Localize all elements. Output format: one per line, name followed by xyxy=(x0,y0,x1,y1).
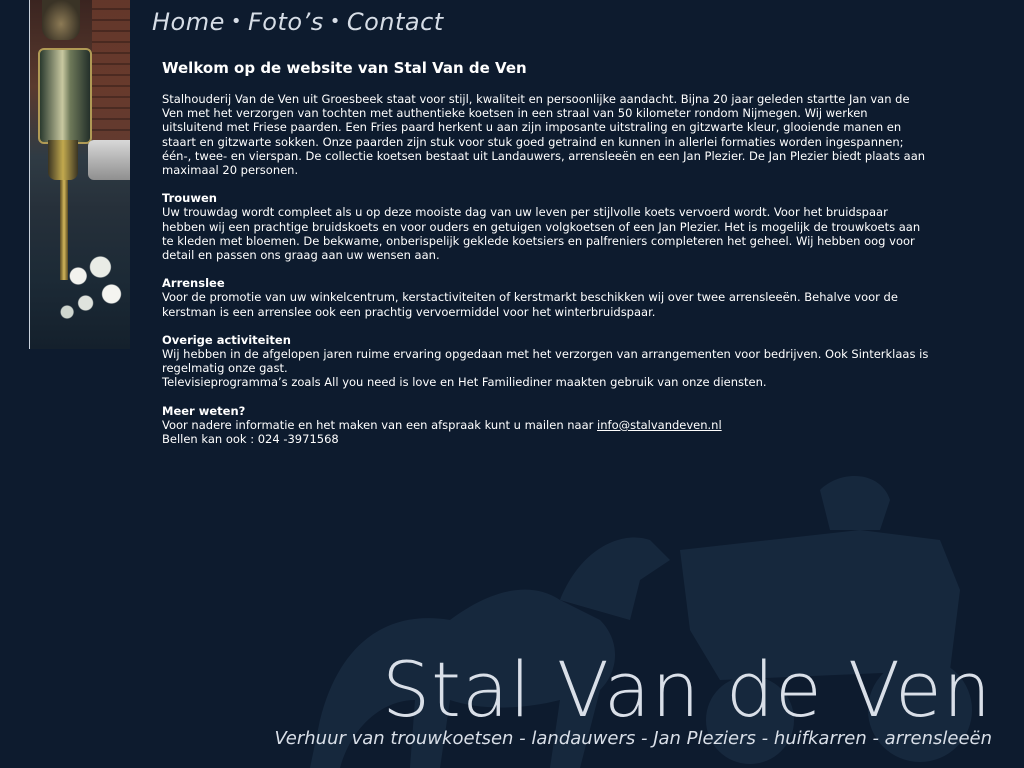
nav-home-link[interactable]: Home xyxy=(152,8,225,36)
brand-block xyxy=(274,645,992,749)
brick-wall-detail xyxy=(92,0,130,140)
arrenslee-text: Voor de promotie van uw winkelcentrum, kerstactiviteiten of kerstmarkt beschikken wij over twee arrensleeën. Behalve voor de kerstman is een arrenslee ook een prachtig vervoermiddel voor het winterbruidspaar. xyxy=(162,290,898,319)
carriage-seat xyxy=(88,140,130,180)
lantern-top xyxy=(42,0,80,40)
meer-title: Meer weten? xyxy=(162,403,246,418)
phone-text: Bellen kan ook : 024 -3971568 xyxy=(162,432,339,447)
nav-fotos-link[interactable]: Foto’s xyxy=(248,8,324,36)
overige-text-1: Wij hebben in de afgelopen jaren ruime ervaring opgedaan met het verzorgen van arrangementen voor bedrijven. Ook Sinterklaas is regelmatig onze gast. xyxy=(162,347,929,376)
lantern-glass xyxy=(38,48,92,144)
trouwen-text: Uw trouwdag wordt compleet als u op deze mooiste dag van uw leven per stijlvolle koets vervoerd wordt. Voor het bruidspaar hebben wij een prachtige bruidskoets en voor ouders en getuigen volgkoetsen of een Jan Plezier. Het is mogelijk de trouwkoets aan te kleden met bloemen. De bekwame, onberispelijk geklede koetsiers en palfreniers completeren het geheel. Wij hebben oog voor detail en passen ons graag aan uw wensen aan. xyxy=(162,205,921,263)
arrenslee-section xyxy=(162,276,932,319)
nav-separator: • xyxy=(230,11,242,32)
trouwen-title: Trouwen xyxy=(162,191,217,206)
main-nav xyxy=(152,8,444,36)
overige-section xyxy=(162,333,932,390)
brand-tagline: Verhuur van trouwkoetsen - landauwers - Jan Pleziers - huifkarren - arrensleeën xyxy=(274,728,992,749)
intro-paragraph: Stalhouderij Van de Ven uit Groesbeek staat voor stijl, kwaliteit en persoonlijke aandacht. Bijna 20 jaar geleden startte Jan van de Ven met het verzorgen van tochten met authentieke koetsen in een straal van 50 kilometer rondom Nijmegen. Wij werken uitsluitend met Friese paarden. Een Fries paard herkent u aan zijn imposante uitstraling en gitzwarte kleur, glooiende manen en staart en gitzwarte sokken. Onze paarden zijn stuk voor stuk goed getraind en kunnen in allerlei formaties worden ingespannen; één-, twee- en vierspan. De collectie koetsen bestaat uit Landauwers, arrensleeën en een Jan Plezier. De Jan Plezier biedt plaats aan maximaal 20 personen. xyxy=(162,92,926,178)
nav-contact-link[interactable]: Contact xyxy=(346,8,444,36)
trouwen-section xyxy=(162,191,932,262)
meer-section xyxy=(162,404,932,447)
lantern-photo xyxy=(29,0,130,349)
main-content xyxy=(162,58,932,460)
nav-separator: • xyxy=(329,11,341,32)
lantern-base xyxy=(48,140,78,180)
page-title: Welkom op de website van Stal Van de Ven xyxy=(162,59,527,77)
meer-text: Voor nadere informatie en het maken van een afspraak kunt u mailen naar xyxy=(162,417,594,432)
brand-logo-text: Stal Van de Ven xyxy=(381,645,992,734)
arrenslee-title: Arrenslee xyxy=(162,276,225,291)
overige-text-2: Televisieprogramma’s zoals All you need is love en Het Familiediner maakten gebruik van onze diensten. xyxy=(162,375,767,390)
white-flowers xyxy=(56,240,130,330)
email-link[interactable]: info@stalvandeven.nl xyxy=(597,417,722,432)
overige-title: Overige activiteiten xyxy=(162,332,291,347)
